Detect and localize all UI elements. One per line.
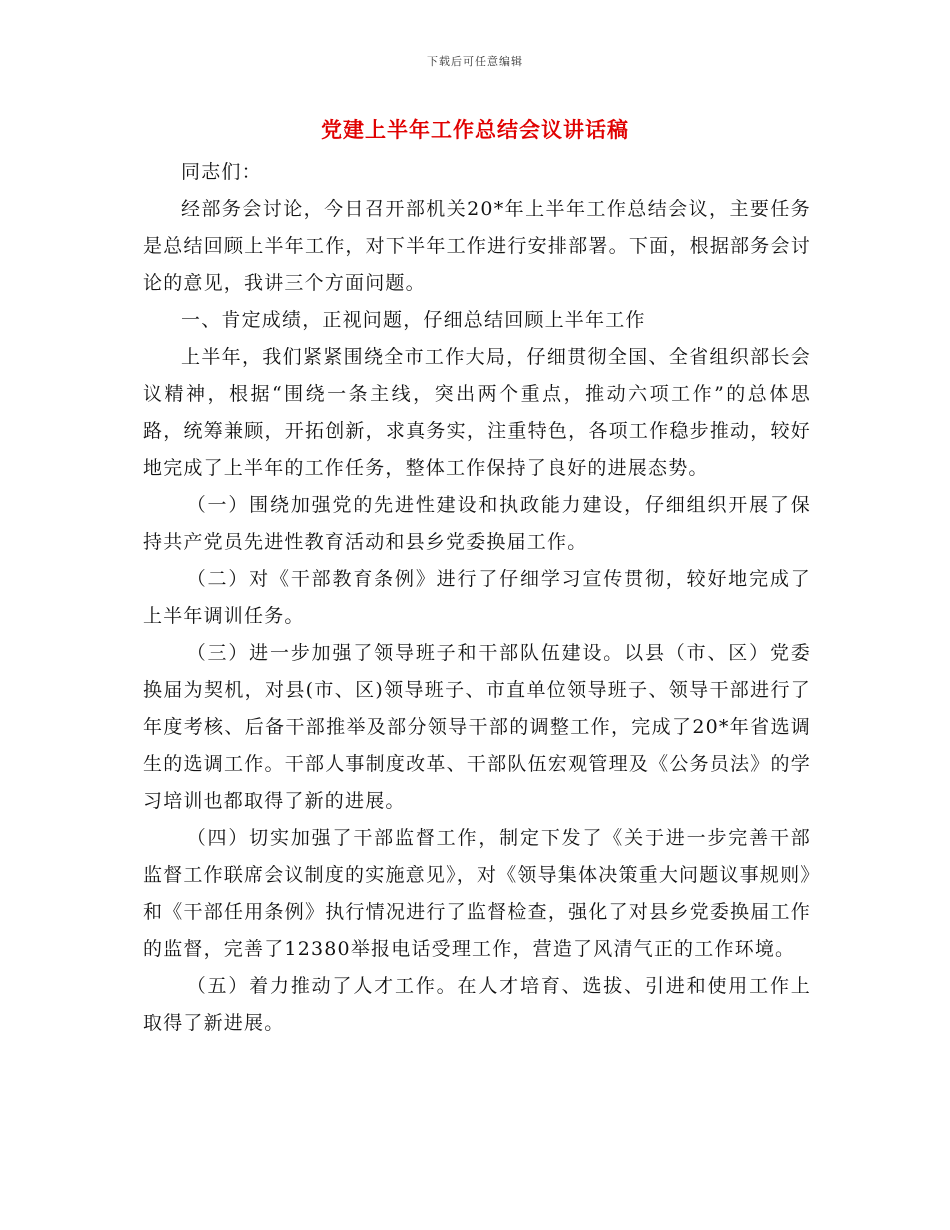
- paragraph-item-1: （一）围绕加强党的先进性建设和执政能力建设，仔细组织开展了保持共产党员先进性教育活动和县乡党委换届工作。: [143, 494, 811, 553]
- paragraph-item-3: （三）进一步加强了领导班子和干部队伍建设。以县（市、区）党委换届为契机，对县(市、区)领导班子、市直单位领导班子、领导干部进行了年度考核、后备干部推举及部分领导干部的调整工作，完成了20*年省选调生的选调工作。干部人事制度改革、干部队伍宏观管理及《公务员法》的学习培训也都取得了新的进展。: [143, 642, 811, 812]
- section-heading-1: 一、肯定成绩，正视问题，仔细总结回顾上半年工作: [181, 309, 646, 331]
- paragraph-item-5: （五）着力推动了人才工作。在人才培育、选拔、引进和使用工作上取得了新进展。: [143, 975, 811, 1034]
- paragraph-intro: 经部务会讨论，今日召开部机关20*年上半年工作总结会议，主要任务是总结回顾上半年工作，对下半年工作进行安排部署。下面，根据部务会讨论的意见，我讲三个方面问题。: [143, 198, 811, 294]
- document-title: 党建上半年工作总结会议讲话稿: [321, 117, 629, 142]
- header-note: 下载后可任意编辑: [427, 55, 523, 68]
- paragraph-item-4: （四）切实加强了干部监督工作，制定下发了《关于进一步完善干部监督工作联席会议制度的实施意见》，对《领导集体决策重大问题议事规则》和《干部任用条例》执行情况进行了监督检查，强化了对县乡党委换届工作的监督，完善了12380举报电话受理工作，营造了风清气正的工作环境。: [143, 827, 811, 960]
- paragraph-overview: 上半年，我们紧紧围绕全市工作大局，仔细贯彻全国、全省组织部长会议精神，根据“围绕一条主线，突出两个重点，推动六项工作”的总体思路，统筹兼顾，开拓创新，求真务实，注重特色，各项工作稳步推动，较好地完成了上半年的工作任务，整体工作保持了良好的进展态势。: [143, 346, 811, 479]
- document-body: [143, 154, 811, 1042]
- paragraph-item-2: （二）对《干部教育条例》进行了仔细学习宣传贯彻，较好地完成了上半年调训任务。: [143, 568, 811, 627]
- salutation: 同志们：: [181, 161, 262, 183]
